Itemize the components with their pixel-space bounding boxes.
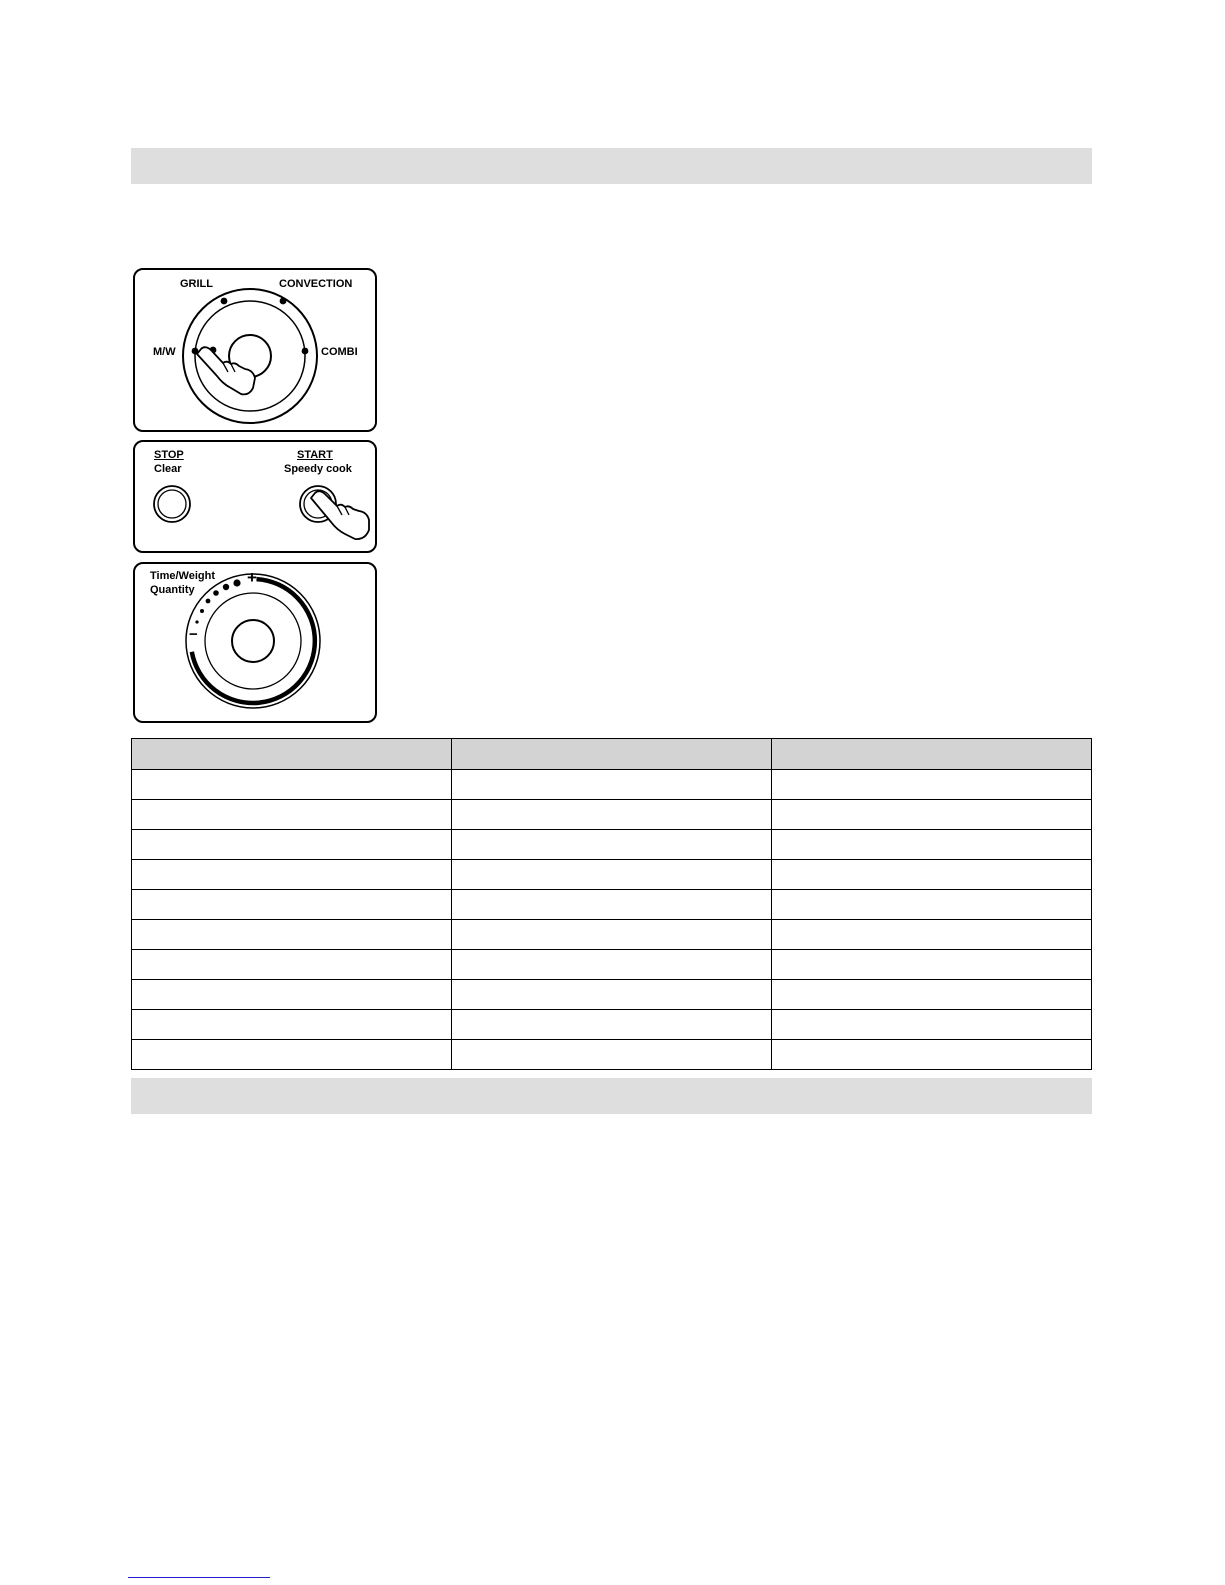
footer-link-underline[interactable] [128,1577,270,1578]
table-cell [772,860,1092,890]
grill-label: GRILL [180,278,213,290]
table-cell [772,980,1092,1010]
mode-selector-panel [133,268,377,432]
table-cell [132,1010,452,1040]
table-cell [132,800,452,830]
stop-label: STOP [154,449,184,461]
table-cell [452,1040,772,1070]
section-header-band [131,148,1092,184]
table-cell [772,1040,1092,1070]
table-cell [452,890,772,920]
table-cell [132,890,452,920]
pointing-hand-icon [311,491,369,539]
clear-label: Clear [154,463,182,475]
table-cell [132,860,452,890]
stop-button-icon [154,486,190,522]
speedy-cook-label: Speedy cook [284,463,352,475]
table-cell [772,920,1092,950]
table-row [132,980,1092,1010]
table-cell [772,770,1092,800]
convection-label: CONVECTION [279,278,353,290]
table-cell [132,1040,452,1070]
plus-sign: + [247,568,257,587]
table-cell [132,770,452,800]
table-cell [772,950,1092,980]
quantity-label: Quantity [150,584,195,596]
combi-label: COMBI [321,346,358,358]
buttons-panel [133,440,377,553]
table-cell [452,950,772,980]
section-footer-band [131,1078,1092,1114]
minus-sign: − [189,626,198,643]
table-row [132,830,1092,860]
mw-label: M/W [153,346,176,358]
time-weight-panel [133,562,377,723]
table-header-cell [452,739,772,770]
table-cell [772,1010,1092,1040]
spec-table [131,738,1092,1070]
table-row [132,800,1092,830]
table-cell [452,860,772,890]
table-row [132,860,1092,890]
table-cell [452,800,772,830]
table-cell [132,980,452,1010]
table-row [132,770,1092,800]
table-cell [772,830,1092,860]
table-cell [132,950,452,980]
table-cell [772,890,1092,920]
table-row [132,920,1092,950]
table-header-cell [132,739,452,770]
table-cell [452,1010,772,1040]
table-cell [132,830,452,860]
table-cell [452,830,772,860]
time-weight-label: Time/Weight [150,570,215,582]
table-row [132,890,1092,920]
table-cell [452,980,772,1010]
table-cell [452,920,772,950]
table-header-row [132,739,1092,770]
table-cell [772,800,1092,830]
table-cell [132,920,452,950]
table-header-cell [772,739,1092,770]
table-row [132,1040,1092,1070]
table-row [132,1010,1092,1040]
start-label: START [297,449,333,461]
table-row [132,950,1092,980]
table-cell [452,770,772,800]
